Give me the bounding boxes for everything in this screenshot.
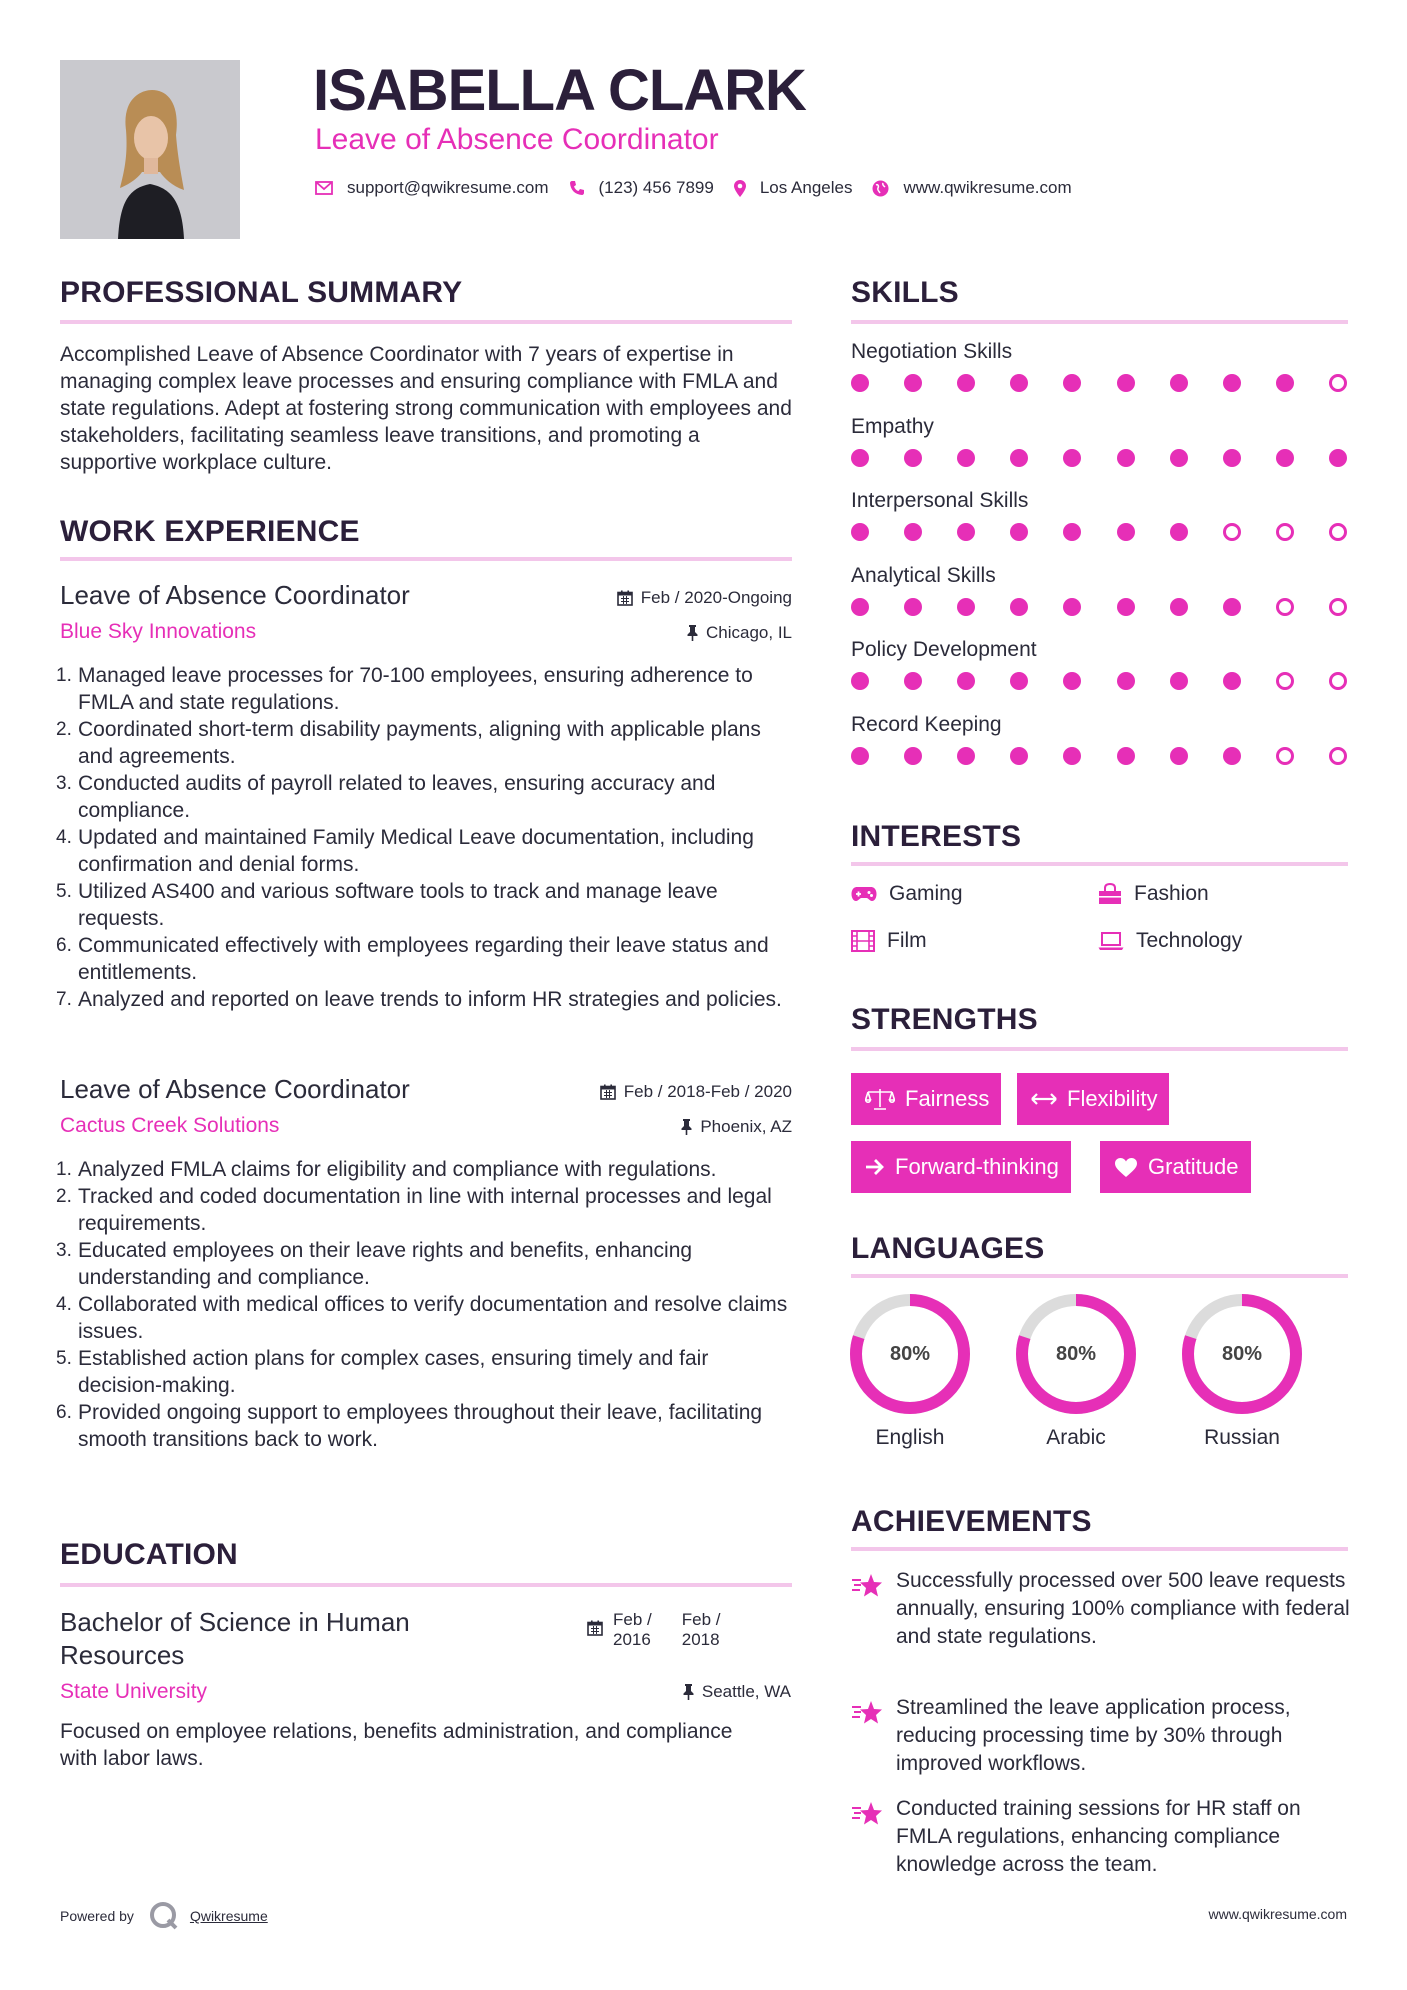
skill-rating <box>851 598 1347 616</box>
contact-website[interactable] <box>872 178 1071 198</box>
phone-text: (123) 456 7899 <box>598 178 714 197</box>
contact-phone[interactable] <box>569 178 714 198</box>
calendar-icon <box>587 1620 603 1636</box>
list-item: 4. Collaborated with medical offices to verify documentation and resolve claims issues. <box>56 1293 788 1343</box>
skill-row <box>851 489 1351 541</box>
rating-dot-empty <box>1276 523 1294 541</box>
list-item: 7. Analyzed and reported on leave trends to inform HR strategies and policies. <box>56 988 782 1011</box>
skill-name: Interpersonal Skills <box>851 489 1029 513</box>
laptop-icon <box>1098 931 1124 951</box>
rating-dot-filled <box>957 672 975 690</box>
rating-dot-filled <box>1010 747 1028 765</box>
experience-divider <box>60 557 792 561</box>
rating-dot-filled <box>1170 598 1188 616</box>
email-text: support@qwikresume.com <box>347 178 549 197</box>
rating-dot-empty <box>1329 672 1347 690</box>
rating-dot-filled <box>957 747 975 765</box>
rating-dot-filled <box>1276 449 1294 467</box>
phone-icon <box>569 180 585 196</box>
rating-dot-empty <box>1276 598 1294 616</box>
achievement-text: Successfully processed over 500 leave requests annually, ensuring 100% compliance with federal and state regulations. <box>896 1569 1350 1648</box>
arrows-horizontal-icon <box>1031 1092 1057 1106</box>
list-item: 6. Provided ongoing support to employees throughout their leave, facilitating smooth transitions back to work. <box>56 1401 763 1451</box>
job-date <box>600 1082 792 1102</box>
envelope-icon <box>315 181 333 195</box>
rating-dot-filled <box>1223 672 1241 690</box>
rating-dot-filled <box>957 523 975 541</box>
person-portrait-icon <box>60 60 240 239</box>
rating-dot-empty <box>1329 747 1347 765</box>
languages-divider <box>851 1274 1348 1278</box>
list-item: 5. Utilized AS400 and various software tools to track and manage leave requests. <box>56 880 718 930</box>
rating-dot-filled <box>851 374 869 392</box>
job-company: Cactus Creek Solutions <box>60 1114 280 1137</box>
language-name: English <box>875 1426 945 1449</box>
job-date <box>617 588 792 608</box>
rating-dot-filled <box>957 449 975 467</box>
rating-dot-filled <box>1010 449 1028 467</box>
language-item <box>1180 1292 1304 1450</box>
skill-name: Negotiation Skills <box>851 340 1013 363</box>
rating-dot-empty <box>1329 523 1347 541</box>
skill-name: Analytical Skills <box>851 563 996 587</box>
rating-dot-empty <box>1329 374 1347 392</box>
gamepad-icon <box>851 886 877 902</box>
rating-dot-filled <box>1010 672 1028 690</box>
rating-dot-filled <box>957 598 975 616</box>
job-date-text: Feb / 2020-Ongoing <box>640 588 792 607</box>
heart-icon <box>1114 1157 1138 1178</box>
rating-dot-empty <box>1276 672 1294 690</box>
rating-dot-filled <box>1063 747 1081 765</box>
rating-dot-filled <box>851 598 869 616</box>
summary-text: Accomplished Leave of Absence Coordinator with 7 years of expertise in managing complex leave processes and ensuring compliance with FMLA and state regulations. Adept at fostering strong communication with employees and stakeholders, facilitating seamless leave transitions, and promoting a supportive workplace culture. <box>60 343 792 474</box>
rating-dot-filled <box>1223 449 1241 467</box>
rating-dot-filled <box>851 747 869 765</box>
achievement-item <box>851 1567 1351 1651</box>
job-entry <box>56 1074 792 1453</box>
job-duties-list <box>56 662 792 1013</box>
job-location <box>687 623 792 643</box>
rating-dot-filled <box>1117 374 1135 392</box>
language-item <box>1014 1292 1138 1450</box>
footer-powered-by: Powered by Qwikresume <box>60 1900 268 1932</box>
qwikresume-logo-icon <box>148 1900 180 1932</box>
language-percent: 80% <box>1055 1342 1097 1365</box>
list-item: 2. Tracked and coded documentation in line with internal processes and legal requirements. <box>56 1185 772 1235</box>
rating-dot-filled <box>1170 374 1188 392</box>
rating-dot-filled <box>1117 598 1135 616</box>
language-gauge <box>1014 1292 1138 1416</box>
rating-dot-filled <box>1276 374 1294 392</box>
rating-dot-filled <box>1063 449 1081 467</box>
skill-rating <box>851 523 1347 541</box>
list-item: 6. Communicated effectively with employees regarding their leave status and entitlements. <box>56 934 769 984</box>
skill-rating <box>851 374 1347 392</box>
list-item: 1. Managed leave processes for 70-100 employees, ensuring adherence to FMLA and state regulations. <box>56 664 753 714</box>
interest-fashion: Fashion <box>1098 882 1209 906</box>
contact-email[interactable] <box>315 178 549 198</box>
language-name: Russian <box>1204 1426 1280 1449</box>
skill-rating <box>851 672 1347 690</box>
rating-dot-filled <box>851 449 869 467</box>
shopping-bag-icon <box>1098 883 1122 905</box>
skill-name: Record Keeping <box>851 713 1002 736</box>
interests-divider <box>851 862 1348 866</box>
rating-dot-empty <box>1329 598 1347 616</box>
footer-brand-link[interactable]: Qwikresume <box>189 1908 268 1924</box>
candidate-title: Leave of Absence Coordinator <box>315 123 719 156</box>
summary-heading: PROFESSIONAL SUMMARY <box>60 276 463 309</box>
achievement-text: Conducted training sessions for HR staff on FMLA regulations, enhancing compliance knowledge across the team. <box>896 1797 1301 1876</box>
rating-dot-filled <box>904 523 922 541</box>
job-company: Blue Sky Innovations <box>60 620 257 643</box>
interests-heading: INTERESTS <box>851 820 1022 853</box>
language-item <box>848 1292 972 1450</box>
education-divider <box>60 1583 792 1587</box>
rating-dot-filled <box>904 374 922 392</box>
achievements-divider <box>851 1547 1348 1551</box>
list-item: 2. Coordinated short-term disability payments, aligning with applicable plans and agreements. <box>56 718 761 768</box>
education-heading: EDUCATION <box>60 1538 238 1571</box>
film-icon <box>851 930 875 952</box>
shooting-star-icon <box>851 1801 883 1827</box>
rating-dot-filled <box>1063 672 1081 690</box>
job-role: Leave of Absence Coordinator <box>60 1074 410 1104</box>
rating-dot-filled <box>1223 598 1241 616</box>
location-text: Los Angeles <box>759 178 853 197</box>
summary-divider <box>60 320 792 324</box>
strength-tag: Fairness <box>851 1073 1001 1125</box>
rating-dot-filled <box>904 598 922 616</box>
interest-gaming: Gaming <box>851 882 963 906</box>
contact-bar <box>315 178 1092 198</box>
list-item: 3. Educated employees on their leave rights and benefits, enhancing understanding and compliance. <box>56 1239 693 1289</box>
job-duties-list <box>56 1156 792 1453</box>
rating-dot-filled <box>1117 747 1135 765</box>
degree-title: Bachelor of Science in Human Resources <box>60 1607 410 1670</box>
rating-dot-filled <box>1329 449 1347 467</box>
pushpin-icon <box>683 1684 694 1700</box>
strengths-divider <box>851 1047 1348 1051</box>
rating-dot-filled <box>1223 747 1241 765</box>
rating-dot-filled <box>904 747 922 765</box>
school-name: State University <box>60 1680 208 1703</box>
pushpin-icon <box>681 1119 692 1135</box>
languages-heading: LANGUAGES <box>851 1232 1045 1265</box>
list-item: 4. Updated and maintained Family Medical Leave documentation, including confirmation and denial forms. <box>56 826 754 876</box>
candidate-name: ISABELLA CLARK <box>313 58 806 123</box>
job-location-text: Phoenix, AZ <box>700 1117 792 1136</box>
education-end: Feb / 2018 <box>681 1610 721 1649</box>
rating-dot-filled <box>1010 374 1028 392</box>
strength-tag: Forward-thinking <box>851 1141 1071 1193</box>
rating-dot-filled <box>851 672 869 690</box>
skill-name: Policy Development <box>851 638 1037 662</box>
rating-dot-empty <box>1276 747 1294 765</box>
globe-icon <box>872 180 889 197</box>
rating-dot-filled <box>1170 747 1188 765</box>
skill-row <box>851 713 1351 765</box>
footer-website-link[interactable]: www.qwikresume.com <box>1208 1906 1347 1922</box>
rating-dot-filled <box>1063 374 1081 392</box>
language-percent: 80% <box>1221 1342 1263 1365</box>
list-item: 5. Established action plans for complex cases, ensuring timely and fair decision-making. <box>56 1347 709 1397</box>
map-pin-icon <box>734 180 746 197</box>
pushpin-icon <box>687 625 698 641</box>
rating-dot-filled <box>1117 672 1135 690</box>
website-text: www.qwikresume.com <box>903 178 1072 197</box>
shooting-star-icon <box>851 1573 883 1599</box>
rating-dot-filled <box>1170 449 1188 467</box>
skill-row <box>851 340 1351 392</box>
skill-rating <box>851 747 1347 765</box>
language-gauge <box>848 1292 972 1416</box>
skills-divider <box>851 320 1348 324</box>
strength-tag: Flexibility <box>1017 1073 1169 1125</box>
rating-dot-empty <box>1223 523 1241 541</box>
job-entry <box>56 580 792 1013</box>
rating-dot-filled <box>1117 449 1135 467</box>
strength-tag: Gratitude <box>1100 1141 1251 1193</box>
skill-row <box>851 638 1351 690</box>
calendar-icon <box>600 1084 616 1100</box>
job-header <box>60 580 792 652</box>
education-description: Focused on employee relations, benefits administration, and compliance with labor laws. <box>60 1720 733 1770</box>
skill-row <box>851 415 1351 467</box>
job-date-text: Feb / 2018-Feb / 2020 <box>623 1082 792 1101</box>
rating-dot-filled <box>1010 598 1028 616</box>
experience-heading: WORK EXPERIENCE <box>60 515 360 548</box>
rating-dot-filled <box>851 523 869 541</box>
list-item: 1. Analyzed FMLA claims for eligibility and compliance with regulations. <box>56 1158 717 1181</box>
rating-dot-filled <box>904 449 922 467</box>
skill-rating <box>851 449 1347 467</box>
achievement-item <box>851 1795 1351 1879</box>
skill-row <box>851 564 1351 616</box>
balance-scale-icon <box>865 1088 895 1110</box>
achievements-heading: ACHIEVEMENTS <box>851 1505 1092 1538</box>
interest-film: Film <box>851 929 927 953</box>
rating-dot-filled <box>1170 523 1188 541</box>
skill-name: Empathy <box>851 414 934 438</box>
job-location <box>681 1117 792 1137</box>
profile-photo <box>60 60 240 239</box>
shooting-star-icon <box>851 1700 883 1726</box>
rating-dot-filled <box>1010 523 1028 541</box>
language-percent: 80% <box>889 1342 931 1365</box>
rating-dot-filled <box>1117 523 1135 541</box>
rating-dot-filled <box>1063 598 1081 616</box>
education-location: Seattle, WA <box>683 1682 791 1702</box>
language-name: Arabic <box>1046 1426 1106 1449</box>
rating-dot-filled <box>904 672 922 690</box>
job-header <box>60 1074 792 1146</box>
rating-dot-filled <box>1063 523 1081 541</box>
rating-dot-filled <box>1223 374 1241 392</box>
achievement-text: Streamlined the leave application process, reducing processing time by 30% through improved workflows. <box>896 1696 1291 1775</box>
list-item: 3. Conducted audits of payroll related to leaves, ensuring accuracy and compliance. <box>56 772 716 822</box>
language-gauge <box>1180 1292 1304 1416</box>
skills-heading: SKILLS <box>851 276 959 309</box>
strengths-heading: STRENGTHS <box>851 1003 1038 1036</box>
education-dates <box>587 1610 721 1650</box>
arrow-right-icon <box>865 1158 885 1176</box>
rating-dot-filled <box>957 374 975 392</box>
contact-location <box>734 178 853 198</box>
job-location-text: Chicago, IL <box>706 623 792 642</box>
interest-technology: Technology <box>1098 929 1242 953</box>
job-role: Leave of Absence Coordinator <box>60 580 410 610</box>
achievement-item <box>851 1694 1351 1778</box>
rating-dot-filled <box>1170 672 1188 690</box>
calendar-icon <box>617 590 633 606</box>
education-start: Feb / 2016 <box>613 1610 652 1649</box>
